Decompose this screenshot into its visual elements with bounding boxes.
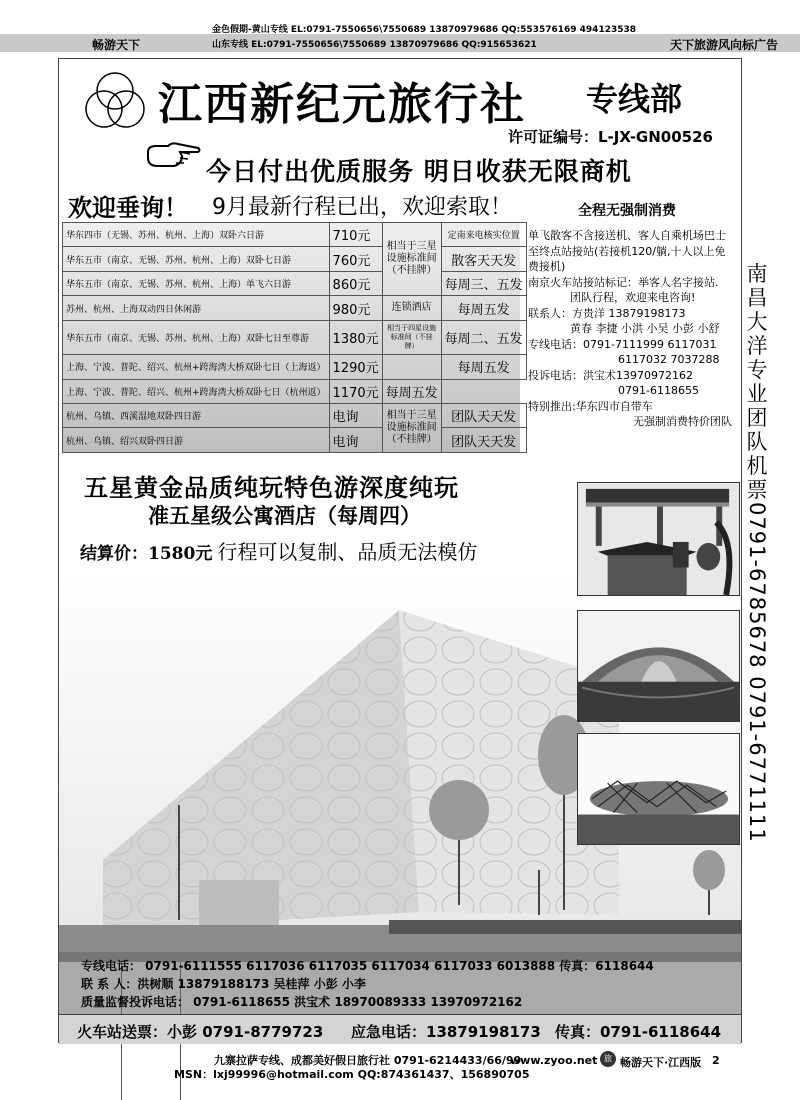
copy-slogan: 行程可以复制、品质无法模仿 <box>217 540 478 564</box>
tour-price: 1170元 <box>329 379 382 403</box>
logo-rings-icon <box>80 66 150 136</box>
line-phone-2: 6117032 7037288 <box>618 353 720 366</box>
tour-name: 上海、宁波、普陀、绍兴、杭州+跨海湾大桥双卧七日（上海返） <box>63 355 330 379</box>
special-offer-2: 无强制消费特价团队 <box>633 415 732 428</box>
info-line: 南京火车站接站标记：举客人名字接站. <box>528 275 719 289</box>
tour-schedule: 团队天天发 <box>441 403 526 427</box>
info-line: 团队行程，欢迎来电咨询! <box>570 291 696 304</box>
tour-price: 760元 <box>329 247 382 271</box>
tour-name: 苏州、杭州、上海双动四日休闲游 <box>63 296 330 320</box>
tour-price: 电询 <box>329 403 382 427</box>
tour-name: 华东五市（南京、无锡、苏州、杭州、上海）双卧七日至尊游 <box>63 320 330 354</box>
sidebar-title: 南 昌 大 洋 专 业 团 队 机 票 <box>746 262 768 502</box>
footer-line-2: MSN：lxj99996@hotmail.com QQ:874361437、156890705 <box>174 1068 530 1081</box>
tour-name: 华东四市（无锡、苏州、杭州、上海）双卧六日游 <box>63 223 330 247</box>
hotel-standard: 相当于四星设施标准间（不挂牌） <box>382 320 441 354</box>
complaint-phone-2: 0791-6118655 <box>618 384 699 397</box>
promo-price-line <box>80 536 477 565</box>
page-number: 2 <box>712 1054 720 1067</box>
pointing-hand-icon <box>146 138 202 170</box>
table-row <box>63 296 527 320</box>
info-line: 费接机) <box>528 260 566 273</box>
header-line-2: 山东专线 EL:0791-7550656\7550689 13870979686 QQ:915653621 <box>212 40 537 50</box>
table-row <box>63 428 527 453</box>
footer-website[interactable]: www.zyoo.net <box>510 1054 598 1067</box>
promo-headline: 五星黄金品质纯玩特色游深度纯玩 <box>84 474 459 502</box>
contact-band <box>59 952 741 1014</box>
table-row <box>63 271 527 295</box>
license-number: 许可证编号：L-JX-GN00526 <box>508 128 713 146</box>
footer-line-1: 九寨拉萨专线、成都美好假日旅行社 0791-6214433/66/99 <box>214 1054 522 1067</box>
beijing-gate-photo <box>577 482 740 596</box>
tour-name: 华东五市（南京、无锡、苏州、杭州、上海）单飞六日游 <box>63 271 330 295</box>
tour-price: 980元 <box>329 296 382 320</box>
station-bar <box>59 1014 741 1044</box>
table-row <box>63 320 527 354</box>
header-lines <box>212 23 636 53</box>
hotel-standard: 连锁酒店 <box>382 296 441 320</box>
department: 专线部 <box>586 80 683 118</box>
no-forced-shopping: 全程无强制消费 <box>578 203 676 219</box>
tour-schedule: 每周二、五发 <box>441 320 526 354</box>
tour-schedule: 每周三、五发 <box>441 271 526 295</box>
complaint-phone: 投诉电话：洪宝术13970972162 <box>528 368 693 382</box>
hotel-standard: 相当于三星设施标准间（不挂牌） <box>382 223 441 296</box>
header-tag: 天下旅游风向标广告 <box>669 38 778 52</box>
birds-nest-photo <box>577 733 740 845</box>
staff-names: 黄春 李捷 小洪 小吴 小彭 小舒 <box>570 322 720 335</box>
hotel-standard: 相当于三星设施标准间（不挂牌） <box>382 403 441 452</box>
table-row <box>63 379 527 403</box>
tour-price-table <box>62 222 523 453</box>
tour-name: 华东五市（南京、无锡、苏州、杭州、上海）双卧七日游 <box>63 247 330 271</box>
service-info <box>528 228 740 430</box>
header-line-1: 金色假期-黄山专线 EL:0791-7550656\7550689 13870979686 QQ:553576169 494123538 <box>212 25 637 35</box>
station-fax: 传真：0791-6118644 <box>555 1023 722 1041</box>
ticket-delivery: 火车站送票：小彭 0791-8779723 <box>77 1023 324 1041</box>
tour-schedule: 定南来电核实位置 <box>441 223 526 247</box>
footer-brand: 畅游天下·江西版 <box>620 1056 702 1069</box>
tour-name: 杭州、乌镇、西溪湿地双卧四日游 <box>63 403 330 427</box>
settlement-price: 结算价：1580元 <box>80 544 213 564</box>
agency-name: 江西新纪元旅行社 <box>158 79 526 130</box>
sidebar-phone: 0791-6785678 0791-6771111 <box>745 502 769 843</box>
header-brand: 畅游天下 <box>92 38 141 52</box>
line-phone: 专线电话：0791-7111999 6117031 <box>528 337 717 351</box>
tour-price: 1380元 <box>329 320 382 354</box>
tour-schedule: 每周五发 <box>441 296 526 320</box>
table-row <box>63 223 527 247</box>
tour-name: 上海、宁波、普陀、绍兴、杭州+跨海湾大桥双卧七日（杭州返） <box>63 379 330 403</box>
tour-price: 电询 <box>329 428 382 453</box>
table-row <box>63 403 527 427</box>
grand-theatre-photo <box>577 610 740 722</box>
tour-schedule: 每周五发 <box>441 355 526 379</box>
welcome-text: 欢迎垂询！ <box>68 194 188 222</box>
emergency-phone: 应急电话：13879198173 <box>351 1023 541 1041</box>
slogan: 今日付出优质服务 明日收获无限商机 <box>206 157 632 186</box>
contact-line-complaint: 质量监督投诉电话： 0791-6118655 洪宝术 18970089333 13970972162 <box>81 995 523 1009</box>
promo-subheadline: 准五星级公寓酒店（每周四） <box>148 504 421 528</box>
latest-itinerary: 9月最新行程已出，欢迎索取！ <box>212 195 512 220</box>
sidebar-vertical <box>744 262 770 848</box>
tour-name: 杭州、乌镇、绍兴双卧四日游 <box>63 428 330 453</box>
tour-price: 710元 <box>329 223 382 247</box>
table-row <box>63 247 527 271</box>
tour-price: 1290元 <box>329 355 382 379</box>
tour-schedule: 散客天天发 <box>441 247 526 271</box>
special-offer: 特别推出:华东四市自带车 <box>528 399 653 413</box>
info-line: 至终点站接站(若接机120/躺,十人以上免 <box>528 244 726 258</box>
footer-badge-icon: 旅 <box>600 1051 616 1067</box>
contact-person: 联系人：方贵洋 13879198173 <box>528 306 686 320</box>
info-line: 单飞散客不含接送机、客人自乘机场巴士 <box>528 229 726 242</box>
tour-price: 860元 <box>329 271 382 295</box>
tour-schedule: 团队天天发 <box>441 428 526 453</box>
tour-schedule: 每周五发 <box>382 379 441 403</box>
contact-line-persons: 联 系 人：洪树顺 13879188173 吴桂萍 小彭 小李 <box>81 977 366 991</box>
contact-line-phones: 专线电话： 0791-6111555 6117036 6117035 6117034 6117033 6013888 传真：6118644 <box>81 959 654 973</box>
table-row <box>63 355 527 379</box>
